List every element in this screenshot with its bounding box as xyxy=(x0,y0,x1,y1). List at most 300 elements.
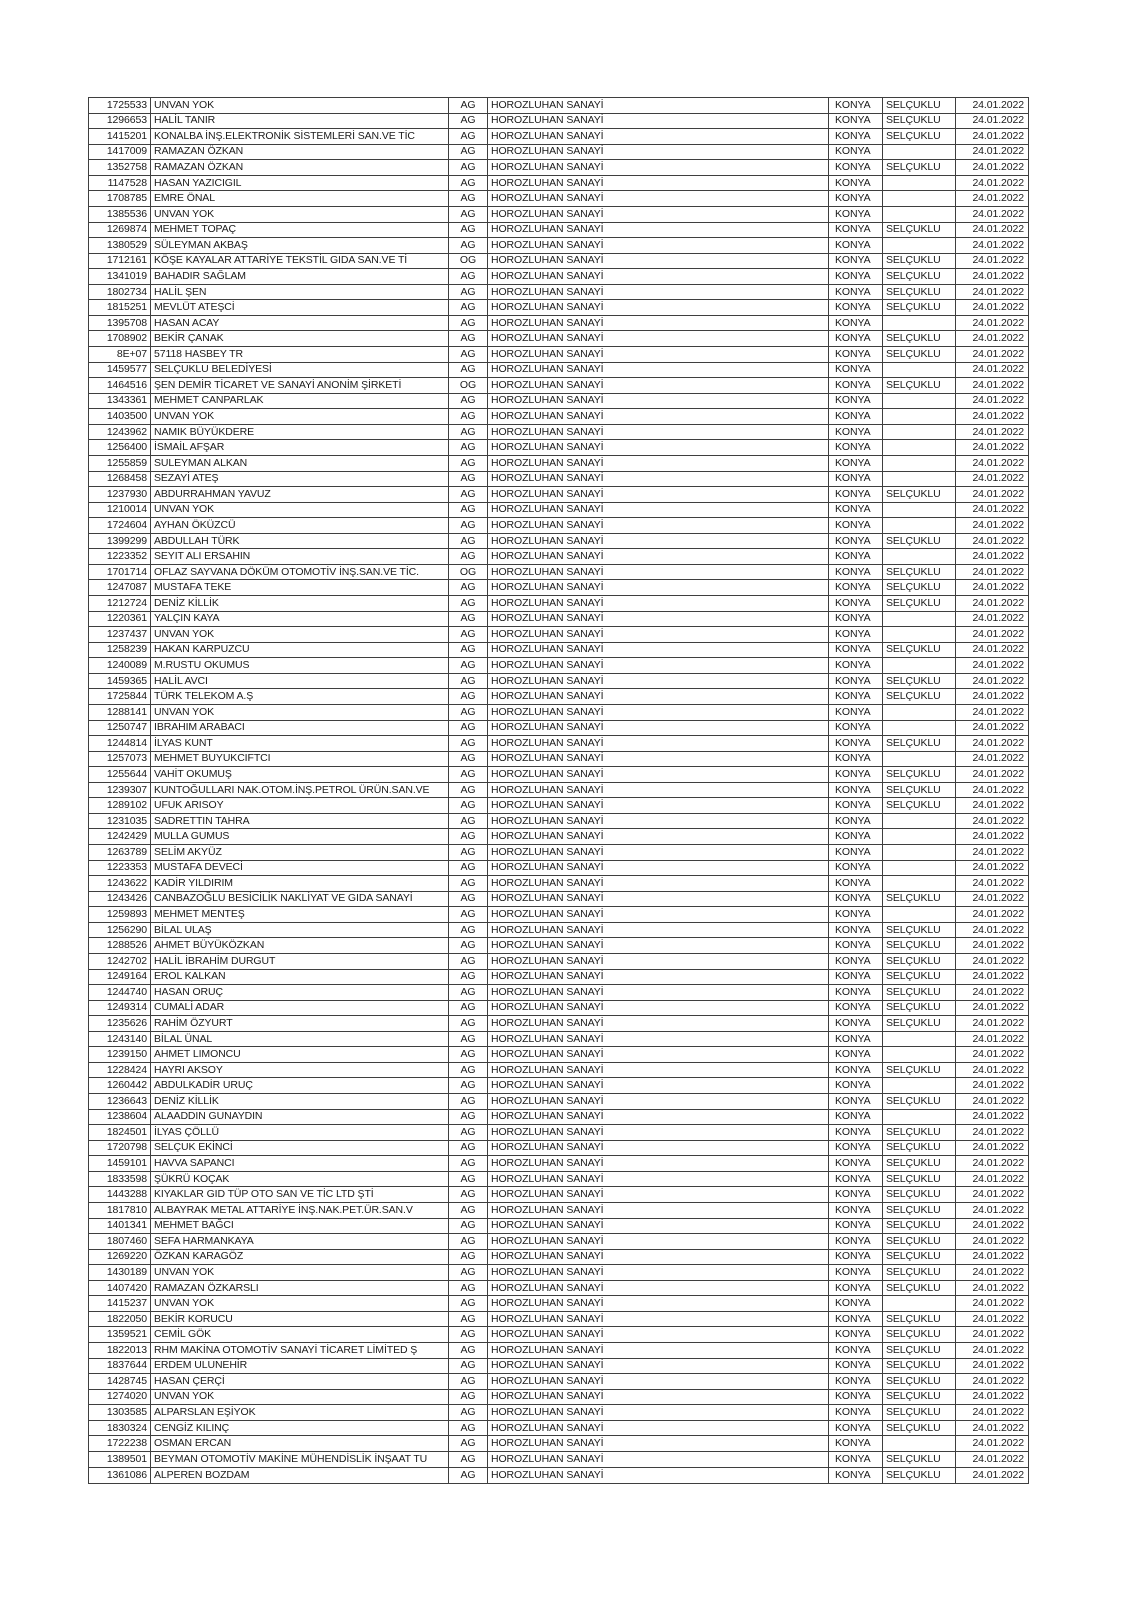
table-row xyxy=(89,720,1029,736)
table-row xyxy=(89,1109,1029,1125)
cell-industrial-zone: HOROZLUHAN SANAYİ xyxy=(488,1218,829,1234)
cell-subscriber-name: MUSTAFA TEKE xyxy=(151,580,449,596)
table-row xyxy=(89,378,1029,394)
cell-date: 24.01.2022 xyxy=(956,922,1029,938)
cell-voltage-type: AG xyxy=(449,1016,488,1032)
cell-industrial-zone: HOROZLUHAN SANAYİ xyxy=(488,347,829,363)
cell-subscriber-name: CANBAZOĞLU BESİCİLİK NAKLİYAT VE GIDA SANAYİ xyxy=(151,891,449,907)
cell-date: 24.01.2022 xyxy=(956,518,1029,534)
cell-date: 24.01.2022 xyxy=(956,907,1029,923)
cell-subscriber-name: HALİL AVCI xyxy=(151,673,449,689)
cell-industrial-zone: HOROZLUHAN SANAYİ xyxy=(488,564,829,580)
cell-industrial-zone: HOROZLUHAN SANAYİ xyxy=(488,393,829,409)
cell-voltage-type: AG xyxy=(449,393,488,409)
table-row xyxy=(89,1311,1029,1327)
cell-district xyxy=(883,1436,956,1452)
cell-industrial-zone: HOROZLUHAN SANAYİ xyxy=(488,1358,829,1374)
cell-district xyxy=(883,627,956,643)
cell-voltage-type: AG xyxy=(449,1265,488,1281)
cell-industrial-zone: HOROZLUHAN SANAYİ xyxy=(488,191,829,207)
cell-voltage-type: AG xyxy=(449,1451,488,1467)
cell-voltage-type: AG xyxy=(449,876,488,892)
cell-date: 24.01.2022 xyxy=(956,580,1029,596)
cell-voltage-type: OG xyxy=(449,378,488,394)
table-row xyxy=(89,1156,1029,1172)
cell-district: SELÇUKLU xyxy=(883,1094,956,1110)
cell-district: SELÇUKLU xyxy=(883,1280,956,1296)
cell-industrial-zone: HOROZLUHAN SANAYİ xyxy=(488,969,829,985)
cell-province: KONYA xyxy=(829,518,883,534)
cell-subscriber-name: MEHMET TOPAÇ xyxy=(151,222,449,238)
cell-province: KONYA xyxy=(829,455,883,471)
cell-record-id: 1247087 xyxy=(89,580,151,596)
cell-record-id: 1259893 xyxy=(89,907,151,923)
cell-subscriber-name: HAKAN KARPUZCU xyxy=(151,642,449,658)
cell-voltage-type: AG xyxy=(449,642,488,658)
cell-date: 24.01.2022 xyxy=(956,1140,1029,1156)
cell-voltage-type: AG xyxy=(449,720,488,736)
cell-date: 24.01.2022 xyxy=(956,1000,1029,1016)
cell-industrial-zone: HOROZLUHAN SANAYİ xyxy=(488,378,829,394)
cell-voltage-type: AG xyxy=(449,424,488,440)
table-row xyxy=(89,627,1029,643)
table-row xyxy=(89,269,1029,285)
cell-subscriber-name: İSMAİL AFŞAR xyxy=(151,440,449,456)
table-row xyxy=(89,1062,1029,1078)
cell-district: SELÇUKLU xyxy=(883,113,956,129)
cell-date: 24.01.2022 xyxy=(956,1436,1029,1452)
cell-district xyxy=(883,362,956,378)
cell-voltage-type: AG xyxy=(449,736,488,752)
cell-date: 24.01.2022 xyxy=(956,1202,1029,1218)
cell-date: 24.01.2022 xyxy=(956,206,1029,222)
cell-voltage-type: AG xyxy=(449,300,488,316)
table-row xyxy=(89,969,1029,985)
cell-date: 24.01.2022 xyxy=(956,1280,1029,1296)
cell-voltage-type: AG xyxy=(449,1405,488,1421)
cell-industrial-zone: HOROZLUHAN SANAYİ xyxy=(488,891,829,907)
cell-subscriber-name: ŞÜKRÜ KOÇAK xyxy=(151,1171,449,1187)
cell-subscriber-name: UNVAN YOK xyxy=(151,1265,449,1281)
cell-record-id: 1361086 xyxy=(89,1467,151,1484)
cell-district: SELÇUKLU xyxy=(883,1234,956,1250)
table-row xyxy=(89,611,1029,627)
table-row xyxy=(89,938,1029,954)
cell-record-id: 1464516 xyxy=(89,378,151,394)
cell-record-id: 1240089 xyxy=(89,658,151,674)
cell-record-id: 1255859 xyxy=(89,455,151,471)
cell-province: KONYA xyxy=(829,860,883,876)
cell-industrial-zone: HOROZLUHAN SANAYİ xyxy=(488,767,829,783)
cell-district: SELÇUKLU xyxy=(883,1405,956,1421)
cell-subscriber-name: ALBAYRAK METAL ATTARİYE İNŞ.NAK.PET.ÜR.SAN.V xyxy=(151,1202,449,1218)
cell-district: SELÇUKLU xyxy=(883,1389,956,1405)
cell-province: KONYA xyxy=(829,596,883,612)
cell-record-id: 1243426 xyxy=(89,891,151,907)
cell-record-id: 1817810 xyxy=(89,1202,151,1218)
table-row xyxy=(89,1016,1029,1032)
cell-date: 24.01.2022 xyxy=(956,845,1029,861)
cell-subscriber-name: SELİM AKYÜZ xyxy=(151,845,449,861)
cell-province: KONYA xyxy=(829,533,883,549)
cell-industrial-zone: HOROZLUHAN SANAYİ xyxy=(488,487,829,503)
cell-record-id: 1237930 xyxy=(89,487,151,503)
cell-province: KONYA xyxy=(829,813,883,829)
cell-record-id: 1807460 xyxy=(89,1234,151,1250)
cell-date: 24.01.2022 xyxy=(956,891,1029,907)
table-row xyxy=(89,129,1029,145)
cell-voltage-type: AG xyxy=(449,658,488,674)
cell-date: 24.01.2022 xyxy=(956,1109,1029,1125)
cell-date: 24.01.2022 xyxy=(956,129,1029,145)
cell-record-id: 1343361 xyxy=(89,393,151,409)
cell-voltage-type: AG xyxy=(449,1311,488,1327)
cell-industrial-zone: HOROZLUHAN SANAYİ xyxy=(488,845,829,861)
cell-industrial-zone: HOROZLUHAN SANAYİ xyxy=(488,1171,829,1187)
cell-province: KONYA xyxy=(829,362,883,378)
table-row xyxy=(89,487,1029,503)
cell-subscriber-name: RAMAZAN ÖZKARSLI xyxy=(151,1280,449,1296)
table-row xyxy=(89,471,1029,487)
cell-date: 24.01.2022 xyxy=(956,1249,1029,1265)
cell-date: 24.01.2022 xyxy=(956,751,1029,767)
cell-district xyxy=(883,175,956,191)
cell-record-id: 1239307 xyxy=(89,782,151,798)
cell-district: SELÇUKLU xyxy=(883,1343,956,1359)
cell-date: 24.01.2022 xyxy=(956,1016,1029,1032)
cell-province: KONYA xyxy=(829,331,883,347)
cell-subscriber-name: RHM MAKİNA OTOMOTİV SANAYİ TİCARET LİMİTED Ş xyxy=(151,1343,449,1359)
cell-province: KONYA xyxy=(829,658,883,674)
cell-date: 24.01.2022 xyxy=(956,860,1029,876)
cell-date: 24.01.2022 xyxy=(956,1031,1029,1047)
cell-date: 24.01.2022 xyxy=(956,362,1029,378)
cell-record-id: 1407420 xyxy=(89,1280,151,1296)
cell-date: 24.01.2022 xyxy=(956,1187,1029,1203)
cell-subscriber-name: RAMAZAN ÖZKAN xyxy=(151,160,449,176)
cell-industrial-zone: HOROZLUHAN SANAYİ xyxy=(488,1389,829,1405)
table-row xyxy=(89,1125,1029,1141)
cell-industrial-zone: HOROZLUHAN SANAYİ xyxy=(488,1343,829,1359)
cell-province: KONYA xyxy=(829,1000,883,1016)
cell-record-id: 1220361 xyxy=(89,611,151,627)
cell-record-id: 1822013 xyxy=(89,1343,151,1359)
cell-subscriber-name: UNVAN YOK xyxy=(151,704,449,720)
cell-date: 24.01.2022 xyxy=(956,238,1029,254)
cell-voltage-type: AG xyxy=(449,798,488,814)
cell-voltage-type: AG xyxy=(449,331,488,347)
cell-record-id: 1269874 xyxy=(89,222,151,238)
cell-province: KONYA xyxy=(829,564,883,580)
cell-district: SELÇUKLU xyxy=(883,1374,956,1390)
cell-industrial-zone: HOROZLUHAN SANAYİ xyxy=(488,1094,829,1110)
cell-voltage-type: AG xyxy=(449,1202,488,1218)
cell-subscriber-name: EROL KALKAN xyxy=(151,969,449,985)
cell-date: 24.01.2022 xyxy=(956,1125,1029,1141)
cell-record-id: 1244814 xyxy=(89,736,151,752)
cell-subscriber-name: BEKİR ÇANAK xyxy=(151,331,449,347)
cell-voltage-type: AG xyxy=(449,409,488,425)
cell-province: KONYA xyxy=(829,611,883,627)
cell-date: 24.01.2022 xyxy=(956,160,1029,176)
cell-voltage-type: AG xyxy=(449,673,488,689)
cell-voltage-type: OG xyxy=(449,564,488,580)
cell-province: KONYA xyxy=(829,767,883,783)
cell-date: 24.01.2022 xyxy=(956,953,1029,969)
cell-province: KONYA xyxy=(829,175,883,191)
cell-record-id: 1712161 xyxy=(89,253,151,269)
cell-date: 24.01.2022 xyxy=(956,471,1029,487)
cell-voltage-type: AG xyxy=(449,362,488,378)
cell-industrial-zone: HOROZLUHAN SANAYİ xyxy=(488,98,829,114)
cell-record-id: 1395708 xyxy=(89,315,151,331)
table-row xyxy=(89,580,1029,596)
cell-voltage-type: AG xyxy=(449,1031,488,1047)
cell-industrial-zone: HOROZLUHAN SANAYİ xyxy=(488,689,829,705)
cell-industrial-zone: HOROZLUHAN SANAYİ xyxy=(488,1202,829,1218)
cell-district xyxy=(883,829,956,845)
cell-industrial-zone: HOROZLUHAN SANAYİ xyxy=(488,1187,829,1203)
cell-record-id: 1430189 xyxy=(89,1265,151,1281)
cell-province: KONYA xyxy=(829,1358,883,1374)
cell-voltage-type: AG xyxy=(449,502,488,518)
table-row xyxy=(89,191,1029,207)
cell-province: KONYA xyxy=(829,191,883,207)
cell-subscriber-name: HAVVA SAPANCI xyxy=(151,1156,449,1172)
cell-record-id: 1837644 xyxy=(89,1358,151,1374)
cell-record-id: 1708785 xyxy=(89,191,151,207)
cell-date: 24.01.2022 xyxy=(956,1374,1029,1390)
cell-subscriber-name: AHMET BÜYÜKÖZKAN xyxy=(151,938,449,954)
cell-subscriber-name: NAMIK BÜYÜKDERE xyxy=(151,424,449,440)
cell-subscriber-name: HAYRI AKSOY xyxy=(151,1062,449,1078)
cell-record-id: 1459577 xyxy=(89,362,151,378)
cell-subscriber-name: KÖŞE KAYALAR ATTARİYE TEKSTİL GIDA SAN.VE Tİ xyxy=(151,253,449,269)
cell-province: KONYA xyxy=(829,1374,883,1390)
cell-district xyxy=(883,144,956,160)
cell-industrial-zone: HOROZLUHAN SANAYİ xyxy=(488,813,829,829)
cell-record-id: 1725533 xyxy=(89,98,151,114)
cell-district: SELÇUKLU xyxy=(883,331,956,347)
cell-industrial-zone: HOROZLUHAN SANAYİ xyxy=(488,1234,829,1250)
cell-voltage-type: AG xyxy=(449,860,488,876)
cell-record-id: 1802734 xyxy=(89,284,151,300)
cell-district xyxy=(883,1109,956,1125)
cell-voltage-type: AG xyxy=(449,471,488,487)
cell-industrial-zone: HOROZLUHAN SANAYİ xyxy=(488,1420,829,1436)
cell-voltage-type: AG xyxy=(449,689,488,705)
cell-province: KONYA xyxy=(829,284,883,300)
cell-subscriber-name: UNVAN YOK xyxy=(151,1389,449,1405)
cell-subscriber-name: DENİZ KİLLİK xyxy=(151,596,449,612)
cell-province: KONYA xyxy=(829,938,883,954)
cell-province: KONYA xyxy=(829,393,883,409)
cell-voltage-type: AG xyxy=(449,891,488,907)
cell-subscriber-name: ABDULLAH TÜRK xyxy=(151,533,449,549)
cell-record-id: 1296653 xyxy=(89,113,151,129)
cell-district: SELÇUKLU xyxy=(883,736,956,752)
cell-subscriber-name: HASAN YAZICIGIL xyxy=(151,175,449,191)
cell-district xyxy=(883,191,956,207)
cell-voltage-type: AG xyxy=(449,1358,488,1374)
cell-district: SELÇUKLU xyxy=(883,1420,956,1436)
cell-district xyxy=(883,860,956,876)
cell-subscriber-name: UNVAN YOK xyxy=(151,1296,449,1312)
cell-voltage-type: AG xyxy=(449,440,488,456)
cell-date: 24.01.2022 xyxy=(956,284,1029,300)
cell-industrial-zone: HOROZLUHAN SANAYİ xyxy=(488,673,829,689)
cell-district: SELÇUKLU xyxy=(883,798,956,814)
cell-industrial-zone: HOROZLUHAN SANAYİ xyxy=(488,300,829,316)
table-row xyxy=(89,1000,1029,1016)
cell-subscriber-name: CENGİZ KILINÇ xyxy=(151,1420,449,1436)
cell-district xyxy=(883,658,956,674)
cell-industrial-zone: HOROZLUHAN SANAYİ xyxy=(488,1000,829,1016)
cell-district: SELÇUKLU xyxy=(883,300,956,316)
cell-district: SELÇUKLU xyxy=(883,1265,956,1281)
table-row xyxy=(89,1234,1029,1250)
table-row xyxy=(89,922,1029,938)
cell-voltage-type: AG xyxy=(449,596,488,612)
cell-subscriber-name: ERDEM ULUNEHİR xyxy=(151,1358,449,1374)
cell-industrial-zone: HOROZLUHAN SANAYİ xyxy=(488,751,829,767)
cell-record-id: 1242702 xyxy=(89,953,151,969)
cell-date: 24.01.2022 xyxy=(956,1311,1029,1327)
table-row xyxy=(89,798,1029,814)
cell-date: 24.01.2022 xyxy=(956,969,1029,985)
cell-subscriber-name: ALPEREN BOZDAM xyxy=(151,1467,449,1484)
cell-industrial-zone: HOROZLUHAN SANAYİ xyxy=(488,580,829,596)
table-row xyxy=(89,300,1029,316)
cell-voltage-type: AG xyxy=(449,1125,488,1141)
cell-industrial-zone: HOROZLUHAN SANAYİ xyxy=(488,253,829,269)
cell-district: SELÇUKLU xyxy=(883,284,956,300)
cell-record-id: 1289102 xyxy=(89,798,151,814)
cell-province: KONYA xyxy=(829,1125,883,1141)
cell-industrial-zone: HOROZLUHAN SANAYİ xyxy=(488,860,829,876)
cell-subscriber-name: İLYAS KUNT xyxy=(151,736,449,752)
cell-industrial-zone: HOROZLUHAN SANAYİ xyxy=(488,907,829,923)
cell-voltage-type: AG xyxy=(449,129,488,145)
cell-district xyxy=(883,238,956,254)
table-row xyxy=(89,907,1029,923)
table-row xyxy=(89,502,1029,518)
cell-date: 24.01.2022 xyxy=(956,113,1029,129)
cell-industrial-zone: HOROZLUHAN SANAYİ xyxy=(488,409,829,425)
cell-subscriber-name: HASAN ACAY xyxy=(151,315,449,331)
table-row xyxy=(89,424,1029,440)
cell-record-id: 1417009 xyxy=(89,144,151,160)
cell-province: KONYA xyxy=(829,969,883,985)
cell-province: KONYA xyxy=(829,549,883,565)
cell-subscriber-name: UNVAN YOK xyxy=(151,206,449,222)
cell-date: 24.01.2022 xyxy=(956,331,1029,347)
cell-subscriber-name: IBRAHIM ARABACI xyxy=(151,720,449,736)
cell-record-id: 1830324 xyxy=(89,1420,151,1436)
cell-industrial-zone: HOROZLUHAN SANAYİ xyxy=(488,658,829,674)
cell-subscriber-name: MEHMET BUYUKCIFTCI xyxy=(151,751,449,767)
table-row xyxy=(89,331,1029,347)
cell-province: KONYA xyxy=(829,1249,883,1265)
cell-date: 24.01.2022 xyxy=(956,1343,1029,1359)
cell-voltage-type: AG xyxy=(449,1156,488,1172)
cell-record-id: 1288141 xyxy=(89,704,151,720)
cell-date: 24.01.2022 xyxy=(956,502,1029,518)
cell-record-id: 1244740 xyxy=(89,985,151,1001)
cell-district: SELÇUKLU xyxy=(883,891,956,907)
table-row xyxy=(89,767,1029,783)
cell-industrial-zone: HOROZLUHAN SANAYİ xyxy=(488,471,829,487)
cell-voltage-type: AG xyxy=(449,487,488,503)
cell-subscriber-name: MEHMET MENTEŞ xyxy=(151,907,449,923)
cell-province: KONYA xyxy=(829,907,883,923)
cell-record-id: 1228424 xyxy=(89,1062,151,1078)
cell-record-id: 1389501 xyxy=(89,1451,151,1467)
cell-voltage-type: AG xyxy=(449,922,488,938)
table-row xyxy=(89,1374,1029,1390)
cell-district: SELÇUKLU xyxy=(883,1358,956,1374)
cell-province: KONYA xyxy=(829,113,883,129)
cell-date: 24.01.2022 xyxy=(956,767,1029,783)
table-row xyxy=(89,1249,1029,1265)
cell-date: 24.01.2022 xyxy=(956,144,1029,160)
cell-district: SELÇUKLU xyxy=(883,1467,956,1484)
cell-record-id: 1401341 xyxy=(89,1218,151,1234)
cell-district xyxy=(883,1031,956,1047)
cell-industrial-zone: HOROZLUHAN SANAYİ xyxy=(488,440,829,456)
cell-date: 24.01.2022 xyxy=(956,1467,1029,1484)
table-row xyxy=(89,315,1029,331)
cell-industrial-zone: HOROZLUHAN SANAYİ xyxy=(488,315,829,331)
cell-voltage-type: AG xyxy=(449,1140,488,1156)
cell-voltage-type: AG xyxy=(449,611,488,627)
cell-date: 24.01.2022 xyxy=(956,1047,1029,1063)
table-row xyxy=(89,440,1029,456)
cell-subscriber-name: ABDULKADİR URUÇ xyxy=(151,1078,449,1094)
cell-district: SELÇUKLU xyxy=(883,580,956,596)
cell-province: KONYA xyxy=(829,144,883,160)
cell-voltage-type: AG xyxy=(449,144,488,160)
cell-industrial-zone: HOROZLUHAN SANAYİ xyxy=(488,1265,829,1281)
cell-record-id: 1459101 xyxy=(89,1156,151,1172)
cell-industrial-zone: HOROZLUHAN SANAYİ xyxy=(488,1140,829,1156)
cell-voltage-type: AG xyxy=(449,580,488,596)
cell-date: 24.01.2022 xyxy=(956,1062,1029,1078)
cell-province: KONYA xyxy=(829,1078,883,1094)
cell-district: SELÇUKLU xyxy=(883,642,956,658)
cell-subscriber-name: HALİL ŞEN xyxy=(151,284,449,300)
cell-subscriber-name: HASAN ÇERÇİ xyxy=(151,1374,449,1390)
table-row xyxy=(89,253,1029,269)
table-row xyxy=(89,596,1029,612)
cell-record-id: 1269220 xyxy=(89,1249,151,1265)
cell-subscriber-name: TÜRK TELEKOM A.Ş xyxy=(151,689,449,705)
cell-subscriber-name: OSMAN ERCAN xyxy=(151,1436,449,1452)
cell-voltage-type: AG xyxy=(449,829,488,845)
cell-industrial-zone: HOROZLUHAN SANAYİ xyxy=(488,1374,829,1390)
cell-record-id: 1385536 xyxy=(89,206,151,222)
cell-subscriber-name: RAHİM ÖZYURT xyxy=(151,1016,449,1032)
table-row xyxy=(89,876,1029,892)
cell-date: 24.01.2022 xyxy=(956,1171,1029,1187)
cell-district: SELÇUKLU xyxy=(883,222,956,238)
cell-voltage-type: AG xyxy=(449,1420,488,1436)
cell-voltage-type: AG xyxy=(449,206,488,222)
cell-date: 24.01.2022 xyxy=(956,440,1029,456)
cell-voltage-type: AG xyxy=(449,518,488,534)
cell-subscriber-name: BAHADIR SAĞLAM xyxy=(151,269,449,285)
cell-date: 24.01.2022 xyxy=(956,455,1029,471)
